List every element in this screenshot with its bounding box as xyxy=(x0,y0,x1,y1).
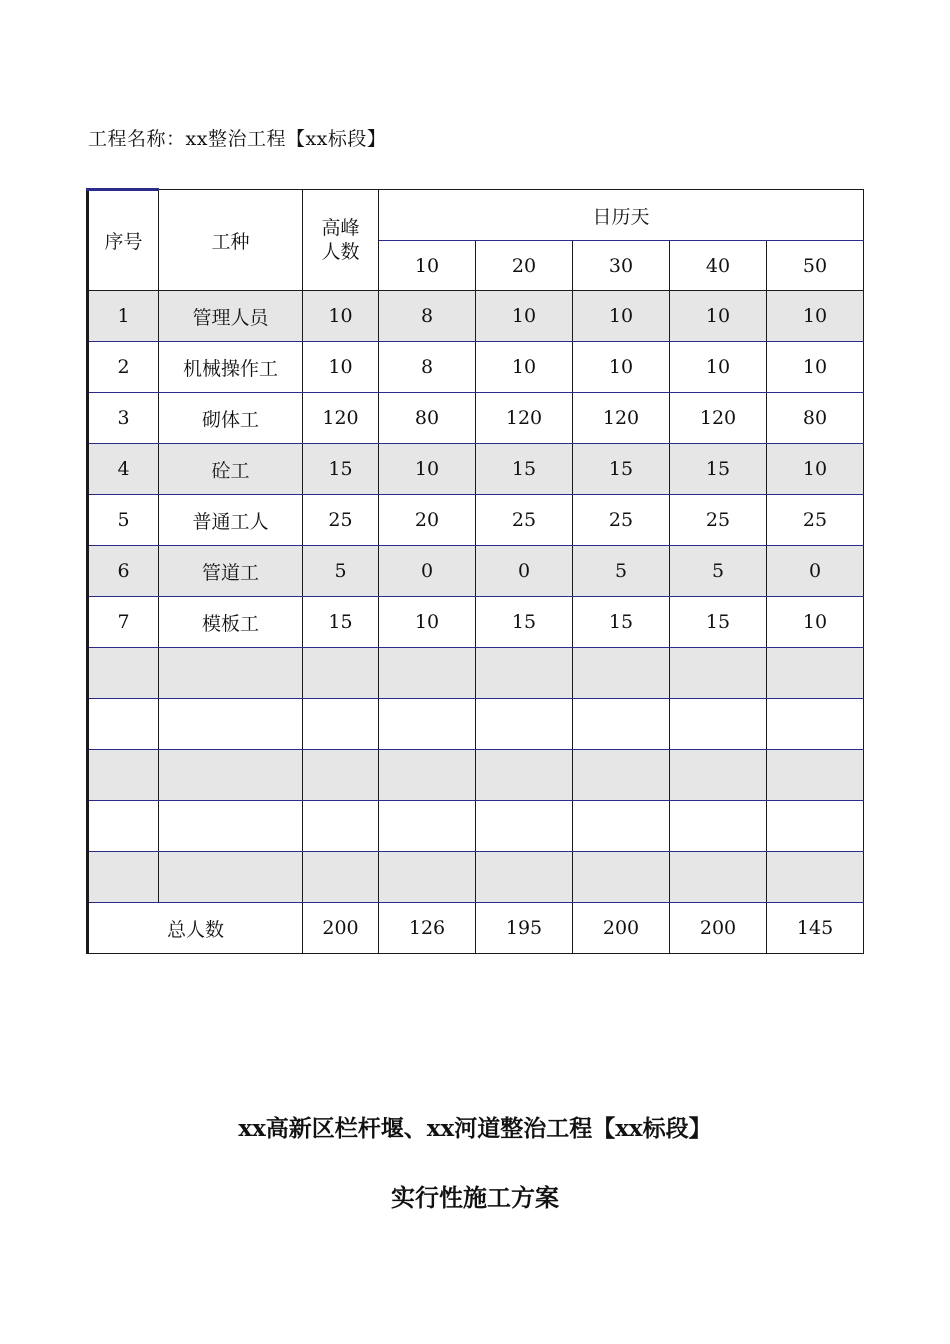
row-day-cell: 120 xyxy=(476,393,573,444)
empty-cell xyxy=(573,648,670,699)
row-day-cell: 10 xyxy=(573,291,670,342)
row-trade: 砼工 xyxy=(159,444,303,495)
table-row xyxy=(88,444,864,495)
empty-cell xyxy=(476,852,573,903)
empty-row xyxy=(88,648,864,699)
header-peak-line-2: 人数 xyxy=(321,241,360,263)
row-peak: 10 xyxy=(303,342,379,393)
empty-cell xyxy=(476,801,573,852)
header-peak-line-1: 高峰 xyxy=(321,217,360,239)
empty-cell xyxy=(88,699,159,750)
row-day-cell: 15 xyxy=(670,597,767,648)
row-seq: 1 xyxy=(88,291,159,342)
table-row xyxy=(88,597,864,648)
row-day-cell: 15 xyxy=(476,444,573,495)
row-day-cell: 8 xyxy=(379,342,476,393)
project-name-label: 工程名称： xyxy=(88,128,186,150)
empty-cell xyxy=(303,699,379,750)
labor-table xyxy=(86,188,864,954)
row-seq: 7 xyxy=(88,597,159,648)
empty-cell xyxy=(670,648,767,699)
total-peak: 200 xyxy=(303,903,379,954)
total-day-cell: 126 xyxy=(379,903,476,954)
row-peak: 10 xyxy=(303,291,379,342)
empty-cell xyxy=(476,648,573,699)
table-row xyxy=(88,495,864,546)
row-day-cell: 80 xyxy=(379,393,476,444)
row-day-cell: 10 xyxy=(379,597,476,648)
header-day-30: 30 xyxy=(573,241,670,291)
total-day-cell: 145 xyxy=(767,903,864,954)
project-name-line xyxy=(88,124,386,151)
empty-cell xyxy=(670,801,767,852)
empty-cell xyxy=(159,750,303,801)
document-title: xx高新区栏杆堰、xx河道整治工程【xx标段】 xyxy=(238,1115,712,1142)
table-row xyxy=(88,546,864,597)
row-day-cell: 0 xyxy=(379,546,476,597)
row-day-cell: 0 xyxy=(767,546,864,597)
empty-cell xyxy=(379,750,476,801)
row-trade: 管理人员 xyxy=(159,291,303,342)
row-day-cell: 120 xyxy=(573,393,670,444)
table-row xyxy=(88,291,864,342)
row-peak: 25 xyxy=(303,495,379,546)
empty-cell xyxy=(303,801,379,852)
empty-cell xyxy=(88,801,159,852)
row-day-cell: 25 xyxy=(573,495,670,546)
row-peak: 5 xyxy=(303,546,379,597)
empty-cell xyxy=(379,699,476,750)
row-day-cell: 10 xyxy=(767,342,864,393)
row-seq: 6 xyxy=(88,546,159,597)
header-day-50: 50 xyxy=(767,241,864,291)
header-peak xyxy=(303,190,379,291)
empty-cell xyxy=(159,648,303,699)
row-day-cell: 10 xyxy=(379,444,476,495)
document-subtitle: 实行性施工方案 xyxy=(391,1183,559,1212)
empty-cell xyxy=(379,648,476,699)
empty-cell xyxy=(476,750,573,801)
row-day-cell: 8 xyxy=(379,291,476,342)
empty-cell xyxy=(670,750,767,801)
empty-cell xyxy=(303,750,379,801)
empty-row xyxy=(88,852,864,903)
header-day-40: 40 xyxy=(670,241,767,291)
row-day-cell: 80 xyxy=(767,393,864,444)
row-day-cell: 10 xyxy=(670,291,767,342)
header-calendar: 日历天 xyxy=(379,190,864,241)
row-trade: 普通工人 xyxy=(159,495,303,546)
row-trade: 管道工 xyxy=(159,546,303,597)
empty-cell xyxy=(670,852,767,903)
header-day-20: 20 xyxy=(476,241,573,291)
total-day-cell: 200 xyxy=(670,903,767,954)
row-day-cell: 10 xyxy=(573,342,670,393)
empty-cell xyxy=(573,801,670,852)
empty-cell xyxy=(573,852,670,903)
table-row xyxy=(88,342,864,393)
row-day-cell: 15 xyxy=(573,444,670,495)
total-label: 总人数 xyxy=(88,903,303,954)
empty-row xyxy=(88,801,864,852)
row-day-cell: 25 xyxy=(670,495,767,546)
empty-cell xyxy=(379,852,476,903)
row-day-cell: 10 xyxy=(767,597,864,648)
row-day-cell: 5 xyxy=(670,546,767,597)
total-day-cell: 195 xyxy=(476,903,573,954)
empty-cell xyxy=(767,648,864,699)
empty-cell xyxy=(159,699,303,750)
row-seq: 2 xyxy=(88,342,159,393)
total-row xyxy=(88,903,864,954)
empty-cell xyxy=(303,648,379,699)
header-seq: 序号 xyxy=(88,190,159,291)
row-day-cell: 10 xyxy=(767,444,864,495)
empty-cell xyxy=(159,801,303,852)
row-trade: 砌体工 xyxy=(159,393,303,444)
row-peak: 15 xyxy=(303,597,379,648)
row-trade: 模板工 xyxy=(159,597,303,648)
row-day-cell: 10 xyxy=(670,342,767,393)
row-day-cell: 15 xyxy=(670,444,767,495)
row-day-cell: 10 xyxy=(476,342,573,393)
row-seq: 4 xyxy=(88,444,159,495)
empty-cell xyxy=(88,648,159,699)
row-day-cell: 120 xyxy=(670,393,767,444)
empty-row xyxy=(88,699,864,750)
project-name-value: xx整治工程【xx标段】 xyxy=(185,128,387,150)
row-day-cell: 25 xyxy=(767,495,864,546)
row-day-cell: 10 xyxy=(767,291,864,342)
table-row xyxy=(88,393,864,444)
empty-cell xyxy=(767,750,864,801)
row-day-cell: 15 xyxy=(476,597,573,648)
row-peak: 15 xyxy=(303,444,379,495)
empty-cell xyxy=(670,699,767,750)
empty-cell xyxy=(476,699,573,750)
empty-cell xyxy=(379,801,476,852)
empty-cell xyxy=(573,699,670,750)
row-peak: 120 xyxy=(303,393,379,444)
row-day-cell: 15 xyxy=(573,597,670,648)
empty-row xyxy=(88,750,864,801)
row-seq: 5 xyxy=(88,495,159,546)
empty-cell xyxy=(573,750,670,801)
row-day-cell: 25 xyxy=(476,495,573,546)
row-trade: 机械操作工 xyxy=(159,342,303,393)
row-day-cell: 0 xyxy=(476,546,573,597)
empty-cell xyxy=(159,852,303,903)
empty-cell xyxy=(767,852,864,903)
empty-cell xyxy=(88,852,159,903)
header-trade: 工种 xyxy=(159,190,303,291)
row-day-cell: 5 xyxy=(573,546,670,597)
empty-cell xyxy=(88,750,159,801)
row-day-cell: 20 xyxy=(379,495,476,546)
empty-cell xyxy=(767,699,864,750)
empty-cell xyxy=(303,852,379,903)
header-day-10: 10 xyxy=(379,241,476,291)
total-day-cell: 200 xyxy=(573,903,670,954)
row-day-cell: 10 xyxy=(476,291,573,342)
row-seq: 3 xyxy=(88,393,159,444)
empty-cell xyxy=(767,801,864,852)
